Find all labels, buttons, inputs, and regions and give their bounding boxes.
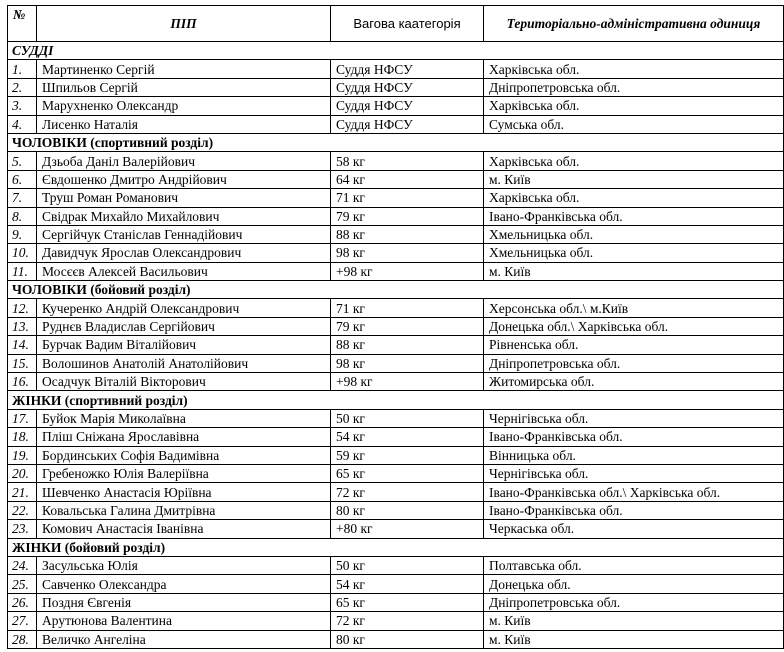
participant-name: Гребеножко Юлія Валеріївна bbox=[37, 464, 331, 482]
row-number: 12. bbox=[8, 299, 37, 317]
row-number: 8. bbox=[8, 207, 37, 225]
territory: Дніпропетровська обл. bbox=[484, 78, 784, 96]
row-number: 28. bbox=[8, 630, 37, 648]
territory: Донецька обл.\ Харківська обл. bbox=[484, 317, 784, 335]
row-number: 17. bbox=[8, 409, 37, 427]
row-number: 22. bbox=[8, 501, 37, 519]
weight-category: +80 кг bbox=[331, 520, 484, 538]
weight-category: 98 кг bbox=[331, 354, 484, 372]
participant-name: Кучеренко Андрій Олександрович bbox=[37, 299, 331, 317]
table-row bbox=[8, 60, 784, 78]
weight-category: 58 кг bbox=[331, 152, 484, 170]
header-full-name: ПІП bbox=[37, 6, 331, 42]
table-row bbox=[8, 225, 784, 243]
participant-name: Сергійчук Станіслав Геннадійович bbox=[37, 225, 331, 243]
territory: Івано-Франківська обл. bbox=[484, 428, 784, 446]
table-row bbox=[8, 244, 784, 262]
row-number: 23. bbox=[8, 520, 37, 538]
weight-category: 80 кг bbox=[331, 630, 484, 648]
participant-name: Бординських Софія Вадимівна bbox=[37, 446, 331, 464]
table-row bbox=[8, 428, 784, 446]
section-title: СУДДІ bbox=[8, 42, 784, 60]
participant-name: Руднєв Владислав Сергійович bbox=[37, 317, 331, 335]
weight-category: Суддя НФСУ bbox=[331, 115, 484, 133]
table-row bbox=[8, 446, 784, 464]
table-row bbox=[8, 464, 784, 482]
table-row bbox=[8, 501, 784, 519]
participant-name: Євдошенко Дмитро Андрійович bbox=[37, 170, 331, 188]
row-number: 25. bbox=[8, 575, 37, 593]
territory: м. Київ bbox=[484, 262, 784, 280]
table-row bbox=[8, 354, 784, 372]
territory: Черкаська обл. bbox=[484, 520, 784, 538]
row-number: 19. bbox=[8, 446, 37, 464]
territory: Хмельницька обл. bbox=[484, 225, 784, 243]
table-row bbox=[8, 593, 784, 611]
participant-name: Савченко Олександра bbox=[37, 575, 331, 593]
table-row bbox=[8, 409, 784, 427]
participant-name: Осадчук Віталій Вікторович bbox=[37, 373, 331, 391]
participant-name: Поздня Євгенія bbox=[37, 593, 331, 611]
row-number: 13. bbox=[8, 317, 37, 335]
row-number: 14. bbox=[8, 336, 37, 354]
weight-category: Суддя НФСУ bbox=[331, 78, 484, 96]
row-number: 9. bbox=[8, 225, 37, 243]
table-row bbox=[8, 152, 784, 170]
participant-name: Комович Анастасія Іванівна bbox=[37, 520, 331, 538]
territory: Донецька обл. bbox=[484, 575, 784, 593]
participant-name: Труш Роман Романович bbox=[37, 189, 331, 207]
territory: Чернігівська обл. bbox=[484, 464, 784, 482]
section-header-row bbox=[8, 42, 784, 60]
section-title: ЧОЛОВІКИ (бойовий розділ) bbox=[8, 281, 784, 299]
weight-category: Суддя НФСУ bbox=[331, 60, 484, 78]
table-row bbox=[8, 575, 784, 593]
section-title: ЖІНКИ (спортивний розділ) bbox=[8, 391, 784, 409]
row-number: 21. bbox=[8, 483, 37, 501]
territory: Сумська обл. bbox=[484, 115, 784, 133]
participant-name: Свідрак Михайло Михайлович bbox=[37, 207, 331, 225]
participant-name: Бурчак Вадим Віталійович bbox=[37, 336, 331, 354]
weight-category: 59 кг bbox=[331, 446, 484, 464]
table-row bbox=[8, 336, 784, 354]
weight-category: 65 кг bbox=[331, 464, 484, 482]
table-row bbox=[8, 630, 784, 648]
table-row bbox=[8, 170, 784, 188]
territory: Івано-Франківська обл. bbox=[484, 207, 784, 225]
row-number: 16. bbox=[8, 373, 37, 391]
weight-category: 65 кг bbox=[331, 593, 484, 611]
row-number: 18. bbox=[8, 428, 37, 446]
territory: Вінницька обл. bbox=[484, 446, 784, 464]
weight-category: Суддя НФСУ bbox=[331, 97, 484, 115]
roster-body bbox=[8, 42, 784, 649]
participant-name: Величко Ангеліна bbox=[37, 630, 331, 648]
row-number: 4. bbox=[8, 115, 37, 133]
territory: Херсонська обл.\ м.Київ bbox=[484, 299, 784, 317]
weight-category: 54 кг bbox=[331, 575, 484, 593]
territory: Харківська обл. bbox=[484, 152, 784, 170]
participant-name: Арутюнова Валентина bbox=[37, 612, 331, 630]
table-row bbox=[8, 97, 784, 115]
territory: Рівненська обл. bbox=[484, 336, 784, 354]
weight-category: 72 кг bbox=[331, 483, 484, 501]
participant-name: Шевченко Анастасія Юріївна bbox=[37, 483, 331, 501]
participant-name: Мартиненко Сергій bbox=[37, 60, 331, 78]
territory: Івано-Франківська обл.\ Харківська обл. bbox=[484, 483, 784, 501]
weight-category: 71 кг bbox=[331, 299, 484, 317]
row-number: 1. bbox=[8, 60, 37, 78]
row-number: 5. bbox=[8, 152, 37, 170]
weight-category: 88 кг bbox=[331, 336, 484, 354]
row-number: 27. bbox=[8, 612, 37, 630]
table-row bbox=[8, 520, 784, 538]
participant-name: Шпильов Сергій bbox=[37, 78, 331, 96]
territory: Харківська обл. bbox=[484, 97, 784, 115]
weight-category: 71 кг bbox=[331, 189, 484, 207]
table-row bbox=[8, 299, 784, 317]
territory: м. Київ bbox=[484, 630, 784, 648]
header-territory: Територіально-адміністративна одиниця bbox=[484, 6, 784, 42]
participant-name: Засульська Юлія bbox=[37, 556, 331, 574]
weight-category: 54 кг bbox=[331, 428, 484, 446]
row-number: 26. bbox=[8, 593, 37, 611]
table-row bbox=[8, 317, 784, 335]
table-row bbox=[8, 612, 784, 630]
table-row bbox=[8, 189, 784, 207]
participant-name: Мосєєв Алексей Васильович bbox=[37, 262, 331, 280]
row-number: 2. bbox=[8, 78, 37, 96]
territory: Харківська обл. bbox=[484, 189, 784, 207]
weight-category: +98 кг bbox=[331, 262, 484, 280]
territory: м. Київ bbox=[484, 612, 784, 630]
participant-name: Ковальська Галина Дмитрівна bbox=[37, 501, 331, 519]
weight-category: 64 кг bbox=[331, 170, 484, 188]
participant-name: Давидчук Ярослав Олександрович bbox=[37, 244, 331, 262]
row-number: 7. bbox=[8, 189, 37, 207]
table-row bbox=[8, 207, 784, 225]
territory: м. Київ bbox=[484, 170, 784, 188]
row-number: 3. bbox=[8, 97, 37, 115]
row-number: 11. bbox=[8, 262, 37, 280]
team-roster-table bbox=[7, 5, 784, 649]
section-header-row bbox=[8, 281, 784, 299]
weight-category: 50 кг bbox=[331, 556, 484, 574]
weight-category: 88 кг bbox=[331, 225, 484, 243]
table-row bbox=[8, 373, 784, 391]
weight-category: 98 кг bbox=[331, 244, 484, 262]
territory: Івано-Франківська обл. bbox=[484, 501, 784, 519]
header-row bbox=[8, 6, 784, 42]
table-row bbox=[8, 78, 784, 96]
row-number: 15. bbox=[8, 354, 37, 372]
territory: Хмельницька обл. bbox=[484, 244, 784, 262]
section-header-row bbox=[8, 391, 784, 409]
territory: Чернігівська обл. bbox=[484, 409, 784, 427]
territory: Дніпропетровська обл. bbox=[484, 354, 784, 372]
section-title: ЧОЛОВІКИ (спортивний розділ) bbox=[8, 133, 784, 151]
section-header-row bbox=[8, 133, 784, 151]
section-title: ЖІНКИ (бойовий розділ) bbox=[8, 538, 784, 556]
table-row bbox=[8, 483, 784, 501]
participant-name: Лисенко Наталія bbox=[37, 115, 331, 133]
row-number: 10. bbox=[8, 244, 37, 262]
row-number: 6. bbox=[8, 170, 37, 188]
territory: Полтавська обл. bbox=[484, 556, 784, 574]
weight-category: 80 кг bbox=[331, 501, 484, 519]
weight-category: 79 кг bbox=[331, 317, 484, 335]
weight-category: 50 кг bbox=[331, 409, 484, 427]
participant-name: Пліш Сніжана Ярославівна bbox=[37, 428, 331, 446]
weight-category: 72 кг bbox=[331, 612, 484, 630]
participant-name: Волошинов Анатолій Анатолійович bbox=[37, 354, 331, 372]
participant-name: Буйок Марія Миколаївна bbox=[37, 409, 331, 427]
territory: Житомирська обл. bbox=[484, 373, 784, 391]
participant-name: Дзьоба Даніл Валерійович bbox=[37, 152, 331, 170]
weight-category: 79 кг bbox=[331, 207, 484, 225]
table-row bbox=[8, 262, 784, 280]
header-weight-category: Вагова каатегорія bbox=[331, 6, 484, 42]
header-number: № bbox=[8, 6, 37, 42]
table-row bbox=[8, 556, 784, 574]
weight-category: +98 кг bbox=[331, 373, 484, 391]
row-number: 24. bbox=[8, 556, 37, 574]
territory: Харківська обл. bbox=[484, 60, 784, 78]
table-row bbox=[8, 115, 784, 133]
section-header-row bbox=[8, 538, 784, 556]
participant-name: Марухненко Олександр bbox=[37, 97, 331, 115]
row-number: 20. bbox=[8, 464, 37, 482]
territory: Дніпропетровська обл. bbox=[484, 593, 784, 611]
